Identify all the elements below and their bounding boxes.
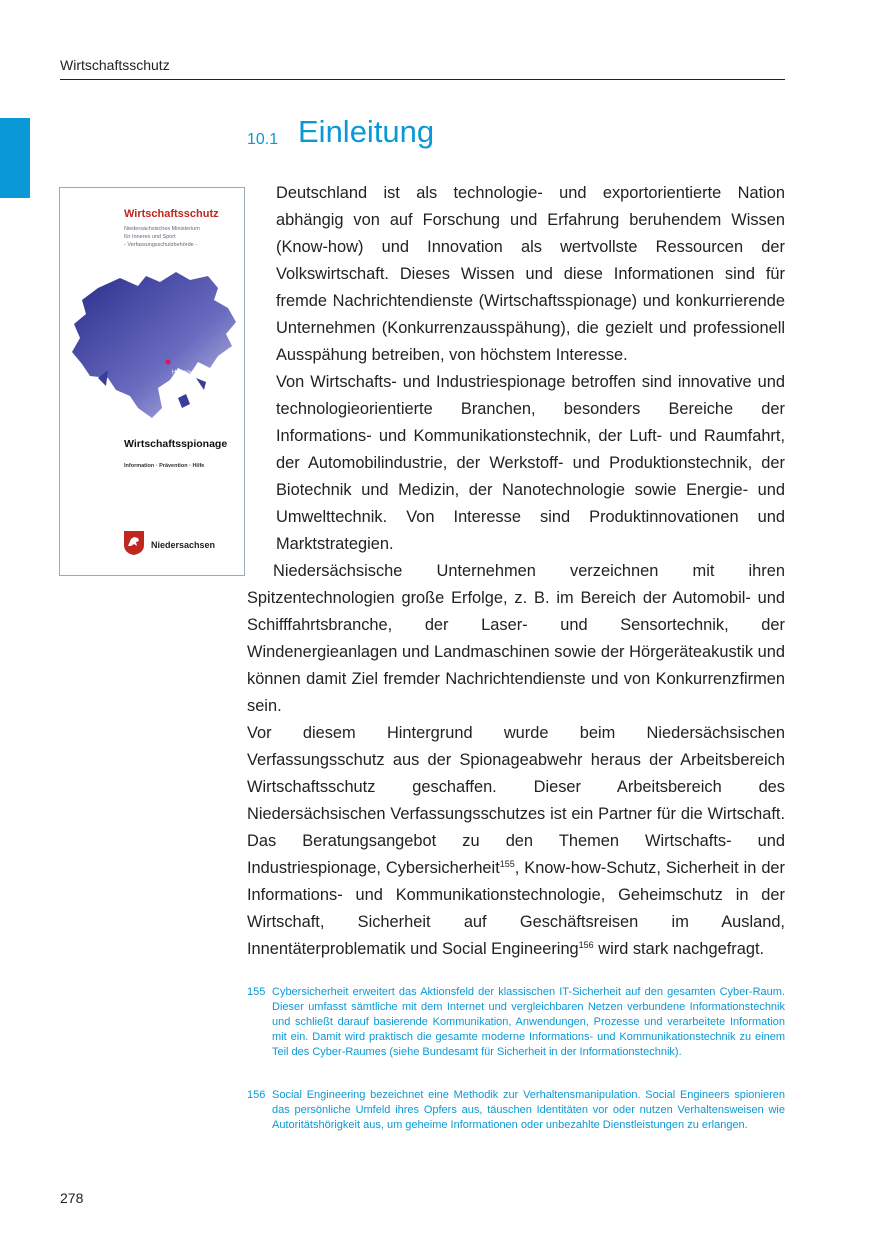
body-paragraph-3	[247, 558, 785, 720]
paragraph-text: , Know-how-Schutz, Sicherheit in der Informations- und Kommunikationstechnologie, Geheimschutz in der Wirtschaft, Sicherheit auf Geschäftsreisen im Ausland, Innentäterproblematik und Social Engineering	[247, 859, 786, 958]
footnote-156	[247, 1088, 785, 1133]
paragraph-text: Niedersächsische Unternehmen verzeichnen mit ihren Spitzentechnologien große Erfolge, z. B. im Bereich der Automobil- und Schifffahrtsbranche, der Laser- und Sensortechnik, der Windenergieanlagen und Landmaschinen sowie der Hörgeräteakustik und können damit Ziel fremder Nachrichtendienste und von Konkurrenzfirmen sein.	[247, 562, 785, 715]
cover-subtitle	[124, 225, 234, 249]
paragraph-text: Deutschland ist als technologie- und exportorientierte Nation abhängig von auf Forschung und Erfahrung beruhendem Wissen (Know-how) und Innovation als wertvollste Ressourcen der Volkswirtschaft. Dieses Wissen und diese Informationen sind für fremde Nachrichtendienste (Wirtschaftsspionage) und konkurrierende Unternehmen (Konkurrenzausspähung), die gezielt und professionell Ausspähung betreiben, von höchstem Interesse.	[276, 184, 785, 364]
section-title: Einleitung	[298, 114, 435, 149]
running-head: Wirtschaftsschutz	[60, 57, 170, 73]
cover-tags: Information · Prävention · Hilfe	[124, 463, 205, 469]
footnote-text: Social Engineering bezeichnet eine Methodik zur Verhaltensmanipulation. Social Engineers spionieren das persönliche Umfeld ihres Opfers aus, täuschen Identitäten vor oder nutzen Verhaltensweisen wie Autoritätshörigkeit aus, um geheime Informationen oder unbezahlte Dienstleistungen zu erlangen.	[272, 1089, 785, 1131]
city-dot-icon	[166, 360, 171, 365]
cover-logo-text: Niedersachsen	[151, 540, 216, 550]
cover-subtitle-line: für Inneres und Sport	[124, 234, 176, 240]
paragraph-text: wird stark nachgefragt.	[593, 940, 765, 958]
cover-heading: Wirtschaftsspionage	[124, 438, 228, 450]
body-paragraph-4	[247, 720, 785, 963]
cover-subtitle-line: - Verfassungsschutzbehörde -	[124, 242, 198, 248]
cover-subtitle-line: Niedersächsisches Ministerium	[124, 226, 200, 232]
footnote-ref[interactable]: 156	[578, 940, 594, 950]
city-label: Hannover	[172, 370, 199, 376]
footnote-number: 156	[247, 1089, 266, 1101]
lower-saxony-map-icon	[68, 258, 244, 428]
section-number: 10.1	[247, 131, 279, 148]
page-number: 278	[60, 1190, 84, 1206]
footnote-text: Cybersicherheit erweitert das Aktionsfeld der klassischen IT-Sicherheit auf den gesamten Cyber-Raum. Dieser umfasst sämtliche mit dem Internet und vergleichbaren Netzen verbundene Informationstechnik und schließt darauf basierende Kommunikation, Anwendungen, Prozesse und verarbeitete Information mit ein. Damit wird praktisch die gesamte moderne Informations- und Kommunikationstechnik zu einem Teil des Cyber-Raumes (siehe Bundesamt für Sicherheit in der Informationstechnik).	[272, 986, 785, 1058]
footnote-155	[247, 985, 785, 1060]
coat-of-arms-icon	[124, 531, 144, 555]
paragraph-text: Vor diesem Hintergrund wurde beim Niedersächsischen Verfassungsschutz aus der Spionageabwehr heraus der Arbeitsbereich Wirtschaftsschutz geschaffen. Dieser Arbeitsbereich des Niedersächsischen Verfassungsschutzes ist ein Partner für die Wirtschaft. Das Beratungsangebot zu den Themen Wirtschafts- und Industriespionage, Cybersicherheit	[247, 724, 785, 877]
body-paragraph-2	[276, 369, 785, 558]
chapter-side-tab	[0, 118, 30, 198]
cover-title: Wirtschaftsschutz	[124, 208, 219, 220]
footnote-ref[interactable]: 155	[499, 859, 515, 869]
paragraph-text: Von Wirtschafts- und Industriespionage betroffen sind innovative und technologieorientierte Branchen, besonders Bereiche der Informations- und Kommunikationstechnik, der Luft- und Raumfahrt, der Automobilindustrie, der Werkstoff- und Produktionstechnik, der Biotechnik und Medizin, der Nanotechnologie sowie Energie- und Umwelttechnik. Von Interesse sind Produktinnovationen und Marktstrategien.	[276, 373, 785, 553]
brochure-cover-image	[59, 187, 245, 576]
header-rule	[60, 79, 785, 80]
body-paragraph-1	[276, 180, 785, 369]
footnote-number: 155	[247, 986, 266, 998]
map-shape	[72, 272, 236, 418]
